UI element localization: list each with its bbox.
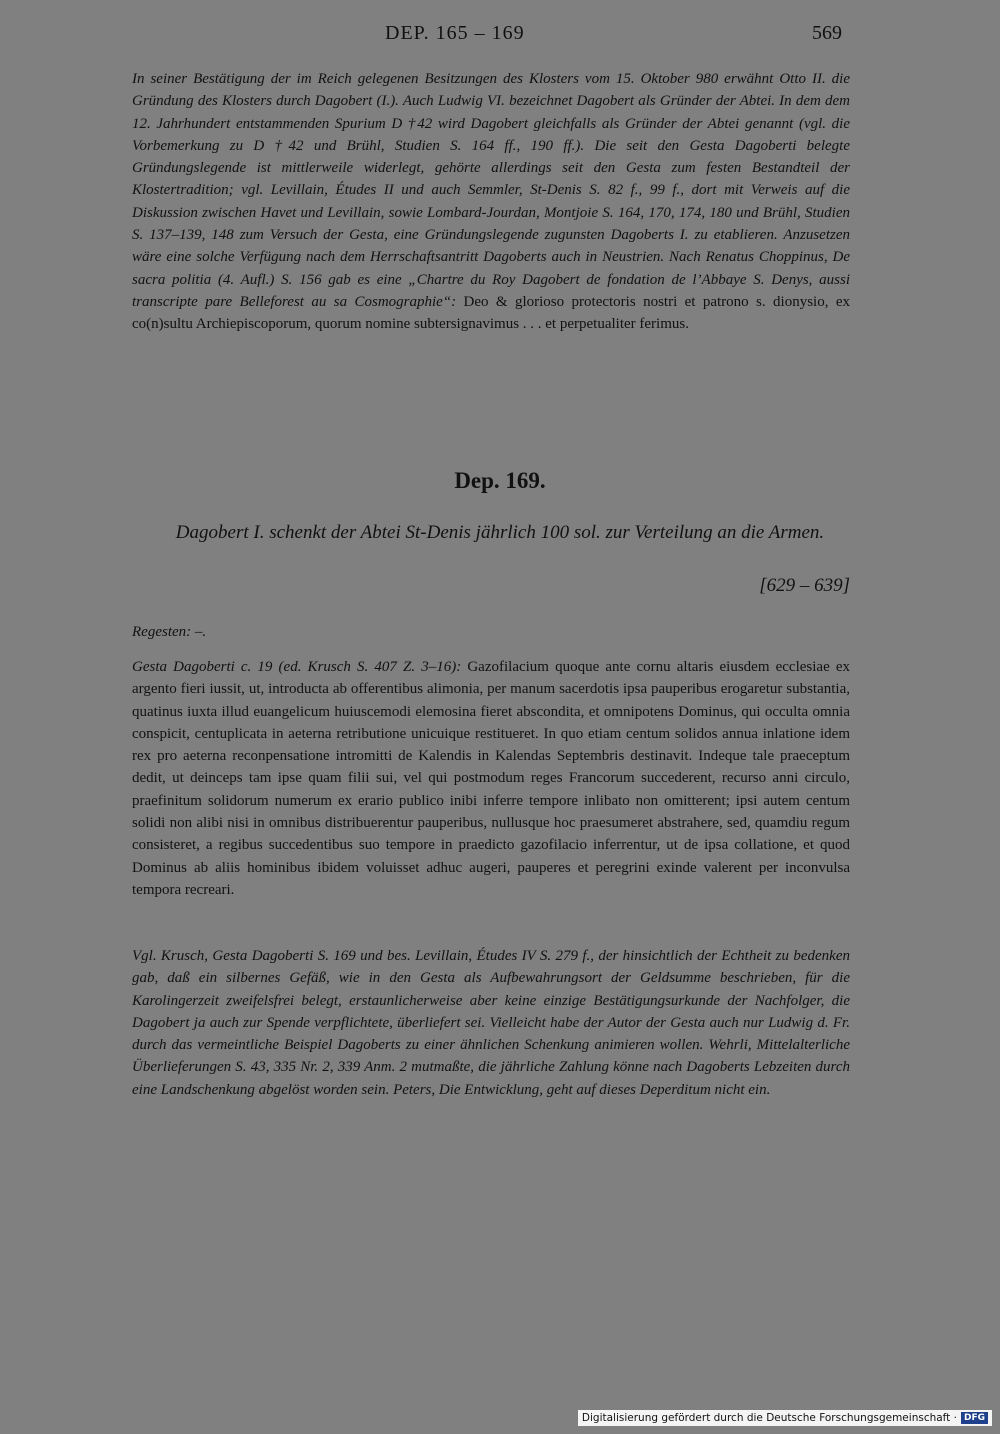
source-paragraph — [132, 656, 850, 901]
intro-paragraph — [132, 68, 850, 336]
commentary-paragraph — [132, 945, 850, 1101]
footer-text: Digitalisierung gefördert durch die Deutsche Forschungsgemeinschaft · — [581, 1412, 957, 1424]
running-head: DEP. 165 – 169 — [385, 22, 525, 44]
entry-title: Dagobert I. schenkt der Abtei St-Denis jährlich 100 sol. zur Verteilung an die Armen. — [175, 522, 825, 543]
page-header — [0, 22, 1000, 52]
footer-credit — [578, 1410, 992, 1426]
entry-date: [629 – 639] — [759, 575, 850, 596]
commentary-text: Vgl. Krusch, Gesta Dagoberti S. 169 und bes. Levillain, Études IV S. 279 f., der hinsichtlich der Echtheit zu bedenken gab, daß ein silbernes Gefäß, wie in den Gesta als Aufbewahrungsort der Geldsumme beschrieben, für die Karolingerzeit zweifelsfrei belegt, erstaunlicherweise aber keine einzige Bestätigungsurkunde der Nachfolger, die Dagobert ja auch zur Spende verpflichtete, überliefert sei. Vielleicht habe der Autor der Gesta auch nur Ludwig d. Fr. durch das vermeintliche Beispiel Dagoberts zu einer ähnlichen Schenkung animieren wollen. Wehrli, Mittelalterliche Überlieferungen S. 43, 335 Nr. 2, 339 Anm. 2 mutmaßte, die jährliche Zahlung könne nach Dagoberts Lebzeiten durch eine Landschenkung abgelöst worden sein. Peters, Die Entwicklung, geht auf dieses Deperditum nicht ein. — [132, 948, 850, 1098]
entry-number: Dep. 169. — [454, 468, 546, 493]
regesten-line: Regesten: –. — [132, 624, 207, 640]
dfg-logo: DFG — [961, 1412, 988, 1424]
source-citation: Gesta Dagoberti c. 19 (ed. Krusch S. 407 Z. 3–16): — [132, 659, 462, 675]
page-number: 569 — [812, 22, 842, 44]
intro-italic-text: In seiner Bestätigung der im Reich gelegenen Besitzungen des Klosters vom 15. Oktober 980 erwähnt Otto II. die Gründung des Klosters durch Dagobert (I.). Auch Ludwig VI. bezeichnet Dagobert als Gründer der Abtei. In dem dem 12. Jahrhundert entstammenden Spurium D †42 wird Dagobert gleichfalls als Gründer der Abtei genannt (vgl. die Vorbemerkung zu D †42 und Brühl, Studien S. 164 ff., 190 ff.). Die seit den Gesta Dagoberti belegte Gründungslegende ist mittlerweile widerlegt, gehörte allerdings seit den Gesta zum festen Bestandteil der Klostertradition; vgl. Levillain, Études II und auch Semmler, St-Denis S. 82 f., 99 f., dort mit Verweis auf die Diskussion zwischen Havet und Levillain, sowie Lombard-Jourdan, Montjoie S. 164, 170, 174, 180 und Brühl, Studien S. 137–139, 148 zum Versuch der Gesta, eine Gründungslegende zugunsten Dagoberts I. zu etablieren. Anzusetzen wäre eine solche Verfügung nach dem Herrschaftsantritt Dagoberts auch in Neustrien. Nach Renatus Choppinus, De sacra politia (4. Aufl.) S. 156 gab es eine „Chartre du Roy Dagobert de fondation de l’Abbaye S. Denys, aussi transcripte pare Belleforest au sa Cosmographie“: — [132, 71, 850, 310]
intro-latin-text: Deo & glorioso protectoris nostri et patrono s. dionysio, ex co(n)sultu Archiepiscoporum, quorum nomine subtersignavimus . . . et perpetualiter ferimus. — [132, 293, 850, 333]
source-text: Gazofilacium quoque ante cornu altaris eiusdem ecclesiae ex argento fieri iussit, ut, introducta ab offerentibus alimonia, per manum sacerdotis ipsa pauperibus erogaretur substantia, quatinus iuxta illud euangelicum huiuscemodi elemosina fieret abscondita, et omnipotens Dominus, qui occulta omnia conspicit, centuplicata in aeterna retributione unicuique restitueret. In quo etiam centum solidos annua inlatione idem rex pro aeterna reconpensatione intromitti de Kalendis in Kalendas Septembris destinavit. Indeque tale praeceptum dedit, ut deinceps tam ipse quam filii sui, vel qui postmodum reges Francorum succederent, recurso anni circulo, praefinitum solidorum numerum ex erario publico inibi inferre tempore inlibato non omitterent; ipsi autem centum solidi non alibi nisi in omnibus distribuerentur pauperibus, nullusque hoc praesumeret abstrahere, sed, quamdiu regum consisteret, a regibus succedentibus suo tempore in praedicto gazofilacio inferrentur, ut de ipsa collatione, et quod Dominus ab aliis hominibus ibidem voluisset adhuc augeri, pauperes et peregrini exinde valerent per inconvulsa tempora recreari. — [132, 659, 851, 898]
